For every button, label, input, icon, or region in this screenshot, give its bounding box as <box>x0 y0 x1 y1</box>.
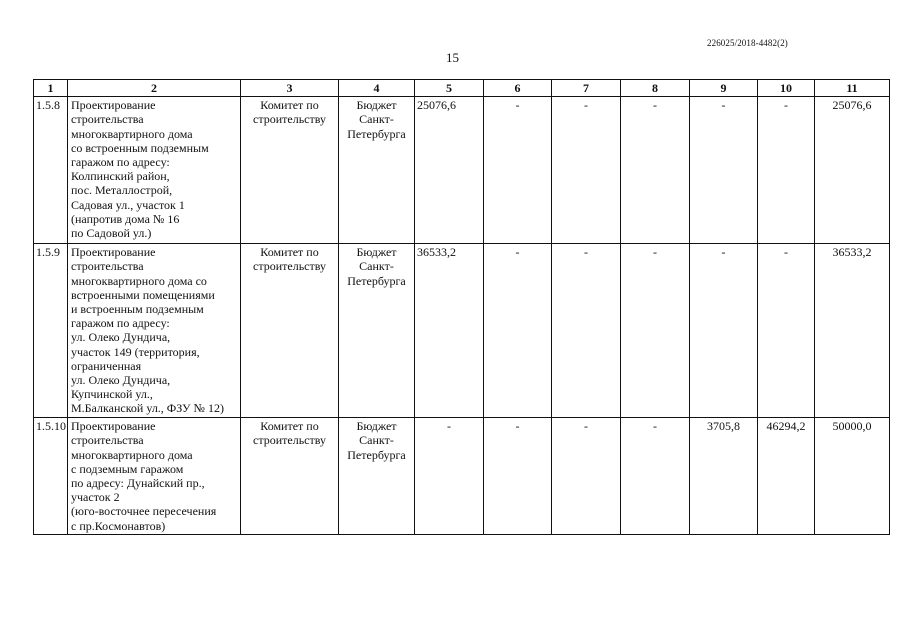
desc-line: строительства <box>71 259 144 274</box>
value-cell: - <box>690 244 758 418</box>
responsible-committee <box>241 97 339 244</box>
desc-line: Садовая ул., участок 1 <box>71 197 185 212</box>
row-number: 1.5.8 <box>34 97 68 244</box>
value-cell: - <box>415 418 484 535</box>
committee-line: строительству <box>253 433 326 448</box>
value-cell: 46294,2 <box>758 418 815 535</box>
value-cell: 36533,2 <box>415 244 484 418</box>
column-header: 11 <box>815 80 890 97</box>
column-header: 8 <box>621 80 690 97</box>
value-cell: - <box>621 418 690 535</box>
project-description <box>68 244 241 418</box>
desc-line: Купчинской ул., <box>71 387 153 402</box>
committee-line: строительству <box>253 112 326 127</box>
funding-source <box>339 418 415 535</box>
desc-line: Колпинский район, <box>71 169 170 184</box>
total-cell: 50000,0 <box>815 418 890 535</box>
desc-line: по адресу: Дунайский пр., <box>71 476 205 491</box>
desc-line: участок 2 <box>71 490 120 505</box>
column-header: 10 <box>758 80 815 97</box>
desc-line: по Садовой ул.) <box>71 226 152 241</box>
desc-line: с подземным гаражом <box>71 461 184 476</box>
value-cell: - <box>758 244 815 418</box>
responsible-committee <box>241 244 339 418</box>
desc-line: ул. Олеко Дундича, <box>71 373 171 388</box>
value-cell: - <box>758 97 815 244</box>
desc-line: Проектирование <box>71 245 156 260</box>
value-cell: - <box>621 97 690 244</box>
value-cell: 3705,8 <box>690 418 758 535</box>
desc-line: многоквартирного дома со <box>71 273 207 288</box>
table-row <box>34 418 890 535</box>
budget-line: Санкт- <box>359 433 394 448</box>
page-number: 15 <box>446 50 459 65</box>
total-cell: 25076,6 <box>815 97 890 244</box>
desc-line: Проектирование <box>71 419 156 434</box>
desc-line: ограниченная <box>71 358 142 373</box>
desc-line: М.Балканской ул., ФЗУ № 12) <box>71 401 224 416</box>
total-cell: 36533,2 <box>815 244 890 418</box>
value-cell: - <box>690 97 758 244</box>
value-cell: - <box>552 97 621 244</box>
budget-line: Санкт- <box>359 259 394 274</box>
column-header: 1 <box>34 80 68 97</box>
budget-line: Санкт- <box>359 112 394 127</box>
column-header: 7 <box>552 80 621 97</box>
desc-line: строительства <box>71 112 144 127</box>
value-cell: - <box>484 97 552 244</box>
committee-line: Комитет по <box>260 245 319 260</box>
value-cell: - <box>552 244 621 418</box>
committee-line: Комитет по <box>260 419 319 434</box>
header-row <box>34 80 890 97</box>
row-number: 1.5.10 <box>34 418 68 535</box>
budget-line: Бюджет <box>356 245 397 260</box>
desc-line: многоквартирного дома <box>71 447 193 462</box>
desc-line: (напротив дома № 16 <box>71 211 180 226</box>
column-header: 3 <box>241 80 339 97</box>
budget-line: Петербурга <box>347 447 406 462</box>
budget-line: Петербурга <box>347 126 406 141</box>
desc-line: участок 149 (территория, <box>71 344 200 359</box>
desc-line: многоквартирного дома <box>71 126 193 141</box>
value-cell: - <box>621 244 690 418</box>
table-row <box>34 244 890 418</box>
budget-line: Бюджет <box>356 419 397 434</box>
budget-table <box>33 79 890 535</box>
responsible-committee <box>241 418 339 535</box>
committee-line: строительству <box>253 259 326 274</box>
column-header: 2 <box>68 80 241 97</box>
project-description <box>68 97 241 244</box>
desc-line: строительства <box>71 433 144 448</box>
value-cell: - <box>484 244 552 418</box>
desc-line: пос. Металлострой, <box>71 183 173 198</box>
column-header: 4 <box>339 80 415 97</box>
column-header: 6 <box>484 80 552 97</box>
desc-line: и встроенным подземным <box>71 302 204 317</box>
value-cell: 25076,6 <box>415 97 484 244</box>
table-row <box>34 97 890 244</box>
desc-line: Проектирование <box>71 98 156 113</box>
column-header: 5 <box>415 80 484 97</box>
desc-line: с пр.Космонавтов) <box>71 518 166 533</box>
document-id: 226025/2018-4482(2) <box>707 38 788 48</box>
committee-line: Комитет по <box>260 98 319 113</box>
desc-line: гаражом по адресу: <box>71 316 170 331</box>
desc-line: встроенными помещениями <box>71 287 215 302</box>
budget-line: Бюджет <box>356 98 397 113</box>
desc-line: со встроенным подземным <box>71 140 209 155</box>
budget-line: Петербурга <box>347 273 406 288</box>
column-header: 9 <box>690 80 758 97</box>
desc-line: ул. Олеко Дундича, <box>71 330 171 345</box>
value-cell: - <box>484 418 552 535</box>
desc-line: (юго-восточнее пересечения <box>71 504 217 519</box>
project-description <box>68 418 241 535</box>
desc-line: гаражом по адресу: <box>71 155 170 170</box>
funding-source <box>339 97 415 244</box>
value-cell: - <box>552 418 621 535</box>
row-number: 1.5.9 <box>34 244 68 418</box>
funding-source <box>339 244 415 418</box>
